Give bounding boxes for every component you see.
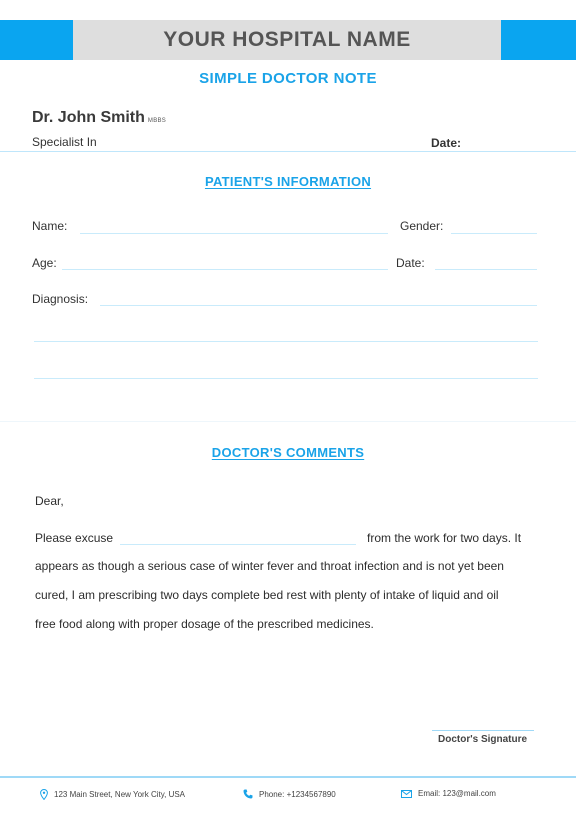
header-accent-right xyxy=(501,20,576,60)
diagnosis-field-line-3[interactable] xyxy=(34,378,538,379)
diagnosis-field[interactable] xyxy=(100,305,537,306)
footer-divider xyxy=(0,776,576,778)
hospital-name: YOUR HOSPITAL NAME xyxy=(163,28,411,51)
footer-email xyxy=(401,789,496,798)
comment-line-4: free food along with proper dosage of the prescribed medicines. xyxy=(35,617,374,631)
doctor-name: Dr. John Smith xyxy=(32,109,145,126)
footer-address xyxy=(40,789,185,800)
comment-line-2: appears as though a serious case of winter fever and throat infection and is not yet been xyxy=(35,559,504,573)
name-field[interactable] xyxy=(80,233,388,234)
comment-line-1-start: Please excuse xyxy=(35,531,114,545)
footer-phone xyxy=(243,789,336,799)
age-label: Age: xyxy=(32,256,57,270)
section-divider xyxy=(0,421,576,422)
age-field[interactable] xyxy=(62,269,388,270)
gender-field[interactable] xyxy=(451,233,537,234)
header-banner xyxy=(73,20,501,60)
comments-title xyxy=(0,445,576,460)
phone-text: Phone: +1234567890 xyxy=(259,789,336,799)
salutation: Dear, xyxy=(35,494,64,508)
divider xyxy=(0,151,576,152)
patient-info-title xyxy=(0,174,576,189)
diagnosis-label: Diagnosis: xyxy=(32,292,89,306)
mail-icon xyxy=(401,790,412,798)
gender-label: Gender: xyxy=(400,219,444,233)
signature-label: Doctor's Signature xyxy=(438,734,528,745)
name-label: Name: xyxy=(32,219,68,233)
phone-icon xyxy=(243,789,253,799)
address-text: 123 Main Street, New York City, USA xyxy=(54,790,186,799)
doctor-name-block xyxy=(32,109,166,127)
comment-line-3: cured, I am prescribing two days complete bed rest with plenty of intake of liquid and oil xyxy=(35,588,499,602)
comments-title-text: DOCTOR'S COMMENTS xyxy=(211,445,365,460)
doctor-date-label: Date: xyxy=(431,136,462,150)
comment-line-1-end: from the work for two days. It xyxy=(367,531,522,545)
header-accent-left xyxy=(0,20,73,60)
specialist-label: Specialist In xyxy=(32,135,97,149)
location-pin-icon xyxy=(40,789,48,800)
patient-name-blank[interactable] xyxy=(120,544,356,545)
email-text[interactable]: Email: 123@mail.com xyxy=(418,789,496,798)
patient-date-field[interactable] xyxy=(435,269,537,270)
patient-date-label: Date: xyxy=(396,256,425,270)
note-title: SIMPLE DOCTOR NOTE xyxy=(199,70,377,87)
doctor-degree: MBBS xyxy=(147,118,167,124)
diagnosis-field-line-2[interactable] xyxy=(34,341,538,342)
patient-info-title-text: PATIENT'S INFORMATION xyxy=(204,174,372,189)
signature-line[interactable] xyxy=(432,730,534,731)
